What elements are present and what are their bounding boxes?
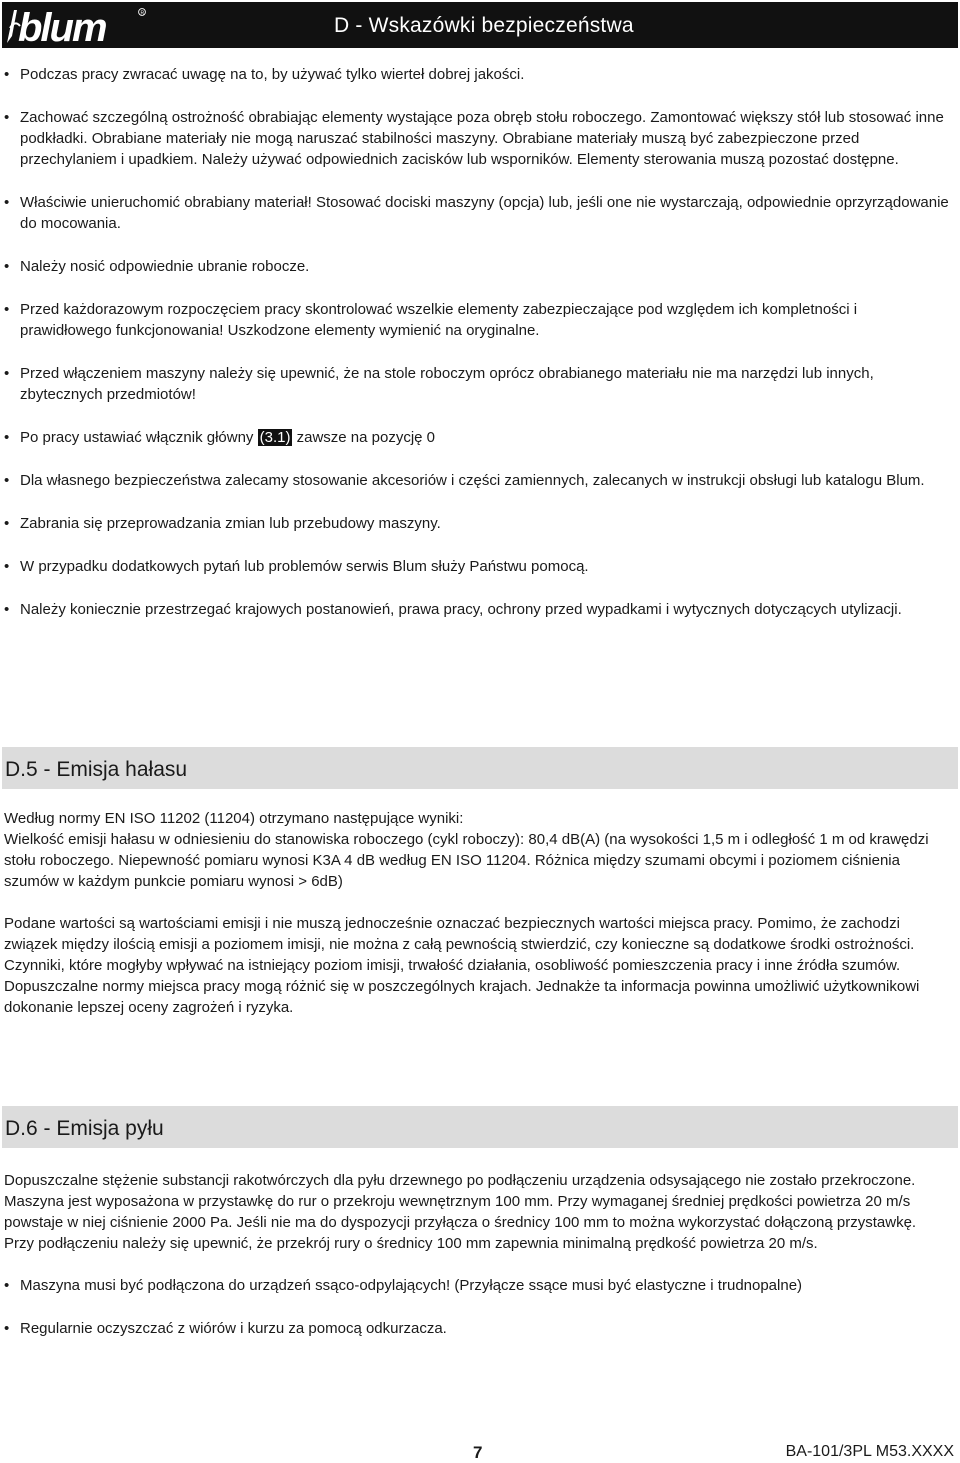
dust-paragraph: Dopuszczalne stężenie substancji rakotwórczych dla pyłu drzewnego po podłączeniu urządzenia odsysającego nie zostało przekroczone. Maszyna jest wyposażona w przystawkę do rur o przekroju wewnętrznym 100 mm. Przy wymaganej średniej prędkości powietrza 20 m/s powstaje w niej ciśnienie 2000 Pa. Jeśli nie ma do dyspozycji przyłącza o średnicy 100 mm to można wykorzystać dołączoną przystawkę. Przy podłączeniu należy się upewnić, że przekrój rury o średnicy 100 mm zapewnia minimalną prędkość powietrza 20 m/s.	[4, 1172, 917, 1252]
list-item-text: zawsze na pozycję 0	[292, 429, 436, 446]
list-item: • Zabrania się przeprowadzania zmian lub przebudowy maszyny.	[4, 513, 949, 534]
list-item: • Maszyna musi być podłączona do urządzeń ssąco-odpylających! (Przyłącze ssące musi być elastyczne i trudnopalne)	[4, 1275, 949, 1296]
section-title: D.5 - Emisja hałasu	[5, 758, 188, 781]
list-item: • W przypadku dodatkowych pytań lub problemów serwis Blum służy Państwu pomocą.	[4, 556, 949, 577]
list-item: • Przed włączeniem maszyny należy się upewnić, że na stole roboczym oprócz obrabianego materiału nie ma narzędzi lub innych, zbytecznych przedmiotów!	[4, 363, 949, 405]
svg-text:R: R	[140, 10, 145, 17]
noise-text	[4, 808, 949, 1018]
component-reference: (3.1)	[259, 429, 291, 446]
page-title: D - Wskazówki bezpieczeństwa	[334, 14, 634, 37]
list-item: • Zachować szczególną ostrożność obrabiając elementy wystające poza obręb stołu roboczego. Zamontować większy stół lub stosować inne podkładki. Obrabiane materiały nie mogą naruszać stabilności maszyny. Obrabiane materiały muszą być zabezpieczone przed przechylaniem i upadkiem. Należy używać odpowiednich zacisków lub wsporników. Elementy sterowania muszą pozostać dostępne.	[4, 107, 949, 170]
safety-content	[4, 64, 949, 642]
blum-logo	[2, 2, 152, 48]
list-item-text: Po pracy ustawiać włącznik główny	[20, 429, 258, 446]
list-item: • Podczas pracy zwracać uwagę na to, by używać tylko wierteł dobrej jakości.	[4, 64, 949, 85]
page-header	[2, 2, 958, 48]
section-heading-noise	[2, 747, 958, 789]
list-item: • Należy koniecznie przestrzegać krajowych postanowień, prawa pracy, ochrony przed wypadkami i wytycznych dotyczących utylizacji.	[4, 599, 949, 620]
list-item: • Właściwie unieruchomić obrabiany materiał! Stosować dociski maszyny (opcja) lub, jeśli one nie wystarczają, odpowiednie oprzyrządowanie do mocowania.	[4, 192, 949, 234]
page-number: 7	[473, 1443, 483, 1462]
noise-paragraph-2: Podane wartości są wartościami emisji i nie muszą jednocześnie oznaczać bezpiecznych wartości miejsca pracy. Pomimo, że zachodzi związek między ilością emisji a poziomem imisji, nie można z całą pewnością stwierdzić, czy konieczne są dodatkowe środki ostrożności. Czynniki, które mogłyby wpływać na istniejący poziom imisji, trwałość działania, osobliwość pomieszczenia pracy i inne źródła szumów. Dopuszczalne normy miejsca pracy mogą różnić się w poszczególnych krajach. Jednakże ta informacja powinna umożliwić użytkownikowi dokonanie lepszej oceny zagrożeń i ryzyka.	[4, 915, 920, 1016]
list-item: • Przed każdorazowym rozpoczęciem pracy skontrolować wszelkie elementy zabezpieczające pod względem ich kompletności i prawidłowego funkcjonowania! Uszkodzone elementy wymienić na oryginalne.	[4, 299, 949, 341]
dust-list	[4, 1275, 949, 1339]
brand-text: blum	[18, 6, 106, 48]
list-item: • Dla własnego bezpieczeństwa zalecamy stosowanie akcesoriów i części zamiennych, zalecanych w instrukcji obsługi lub katalogu Blum.	[4, 470, 949, 491]
safety-list	[4, 64, 949, 620]
section-heading-dust	[2, 1106, 958, 1148]
section-title: D.6 - Emisja pyłu	[5, 1117, 164, 1140]
list-item: • Należy nosić odpowiednie ubranie robocze.	[4, 256, 949, 277]
noise-paragraph-1: Według normy EN ISO 11202 (11204) otrzymano następujące wyniki: Wielkość emisji hałasu w odniesieniu do stanowiska roboczego (cykl roboczy): 80,4 dB(A) (na wysokości 1,5 m i odległość 1 m od krawędzi stołu roboczego. Niepewność pomiaru wynosi K3A 4 dB według EN ISO 11204. Różnica między szumami obcymi i poziomem ciśnienia szumów w każdym punkcie pomiaru wynosi > 6dB)	[4, 810, 929, 890]
dust-text	[4, 1170, 949, 1361]
list-item	[4, 427, 949, 448]
document-code: BA-101/3PL M53.XXXX	[785, 1443, 954, 1460]
list-item: • Regularnie oczyszczać z wiórów i kurzu za pomocą odkurzacza.	[4, 1318, 949, 1339]
